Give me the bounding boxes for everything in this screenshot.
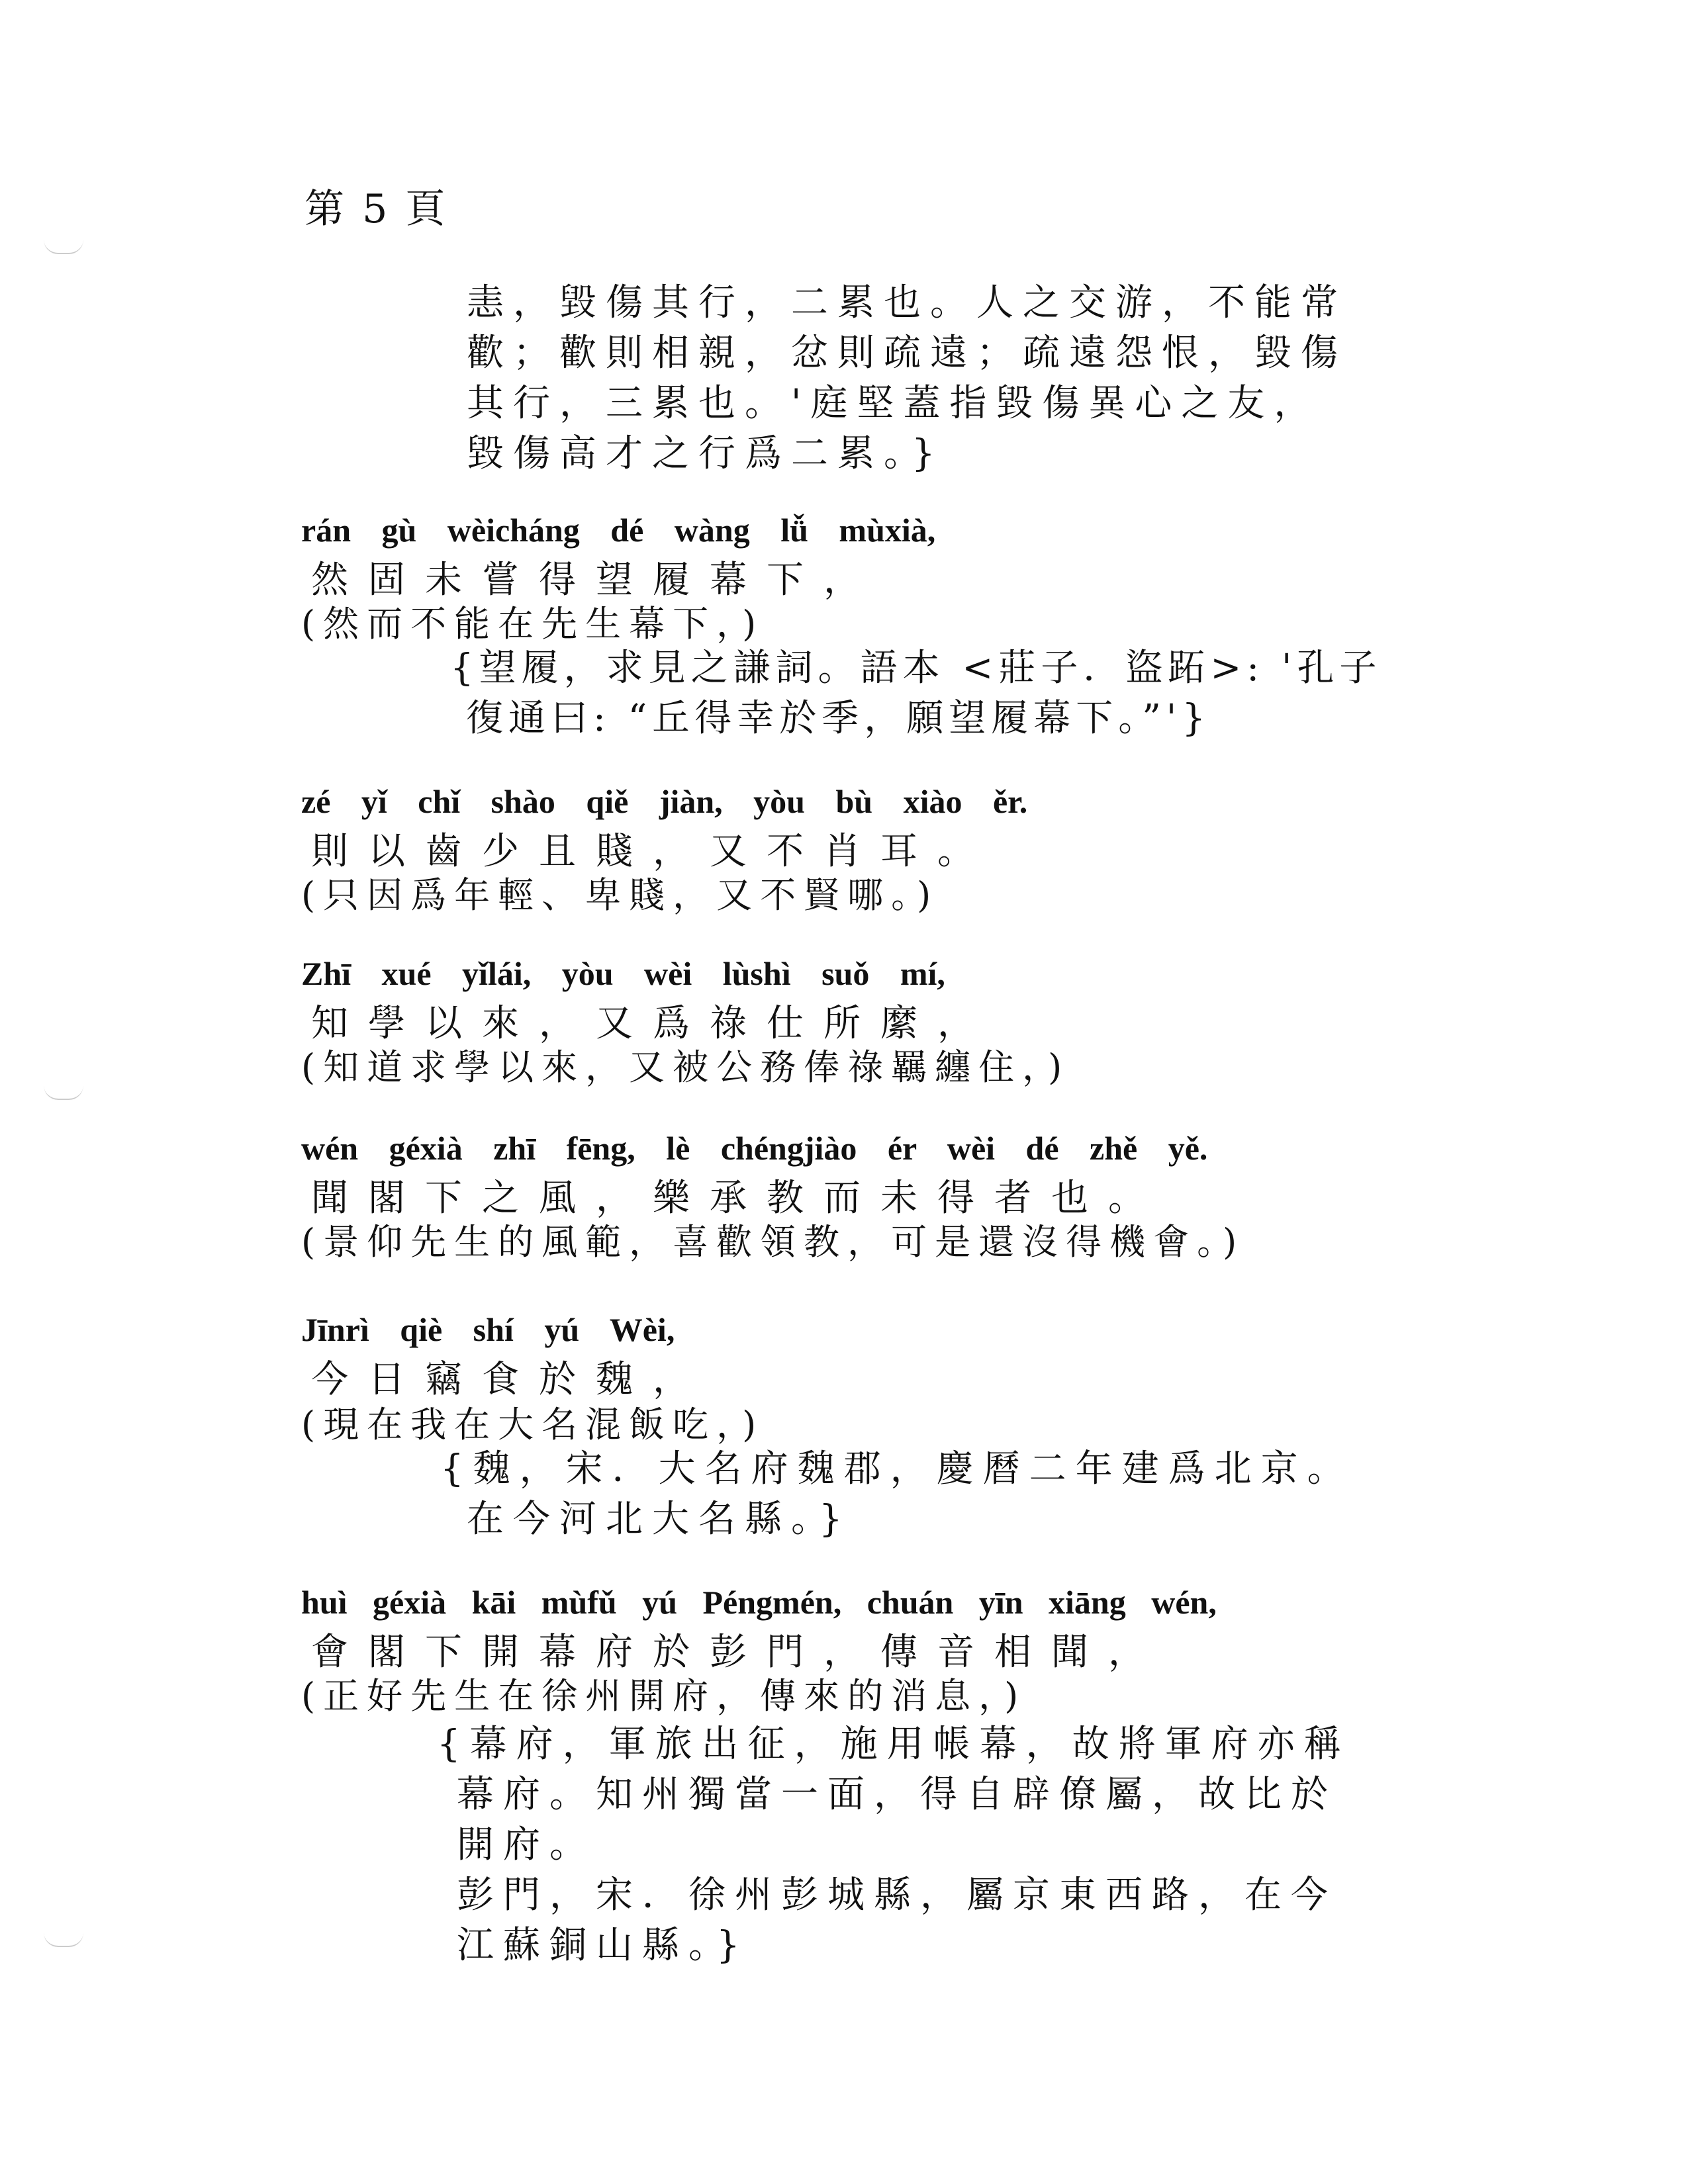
note-line: 江蘇銅山縣。} xyxy=(457,1924,749,1967)
hanzi-line: 會閣下開幕府於彭門，傳音相聞， xyxy=(311,1631,1165,1674)
note-line: {魏，宋．大名府魏郡，慶曆二年建爲北京。 xyxy=(440,1447,1354,1490)
pinyin-line: huì géxià kāi mùfǔ yú Péngmén, chuán yīn xiāng wén, xyxy=(301,1584,1217,1621)
note-line: {望履，求見之謙詞。語本 <莊子．盜跖>: '孔子 xyxy=(450,647,1382,690)
pinyin-line: Jīnrì qiè shí yú Wèi, xyxy=(301,1311,675,1348)
translation-line: (正好先生在徐州開府，傳來的消息，) xyxy=(301,1675,1027,1717)
note-line: {幕府，軍旅出征，施用帳幕，故將軍府亦稱 xyxy=(437,1723,1350,1766)
note-line: 歡；歡則相親，忿則疏遠；疏遠怨恨，毀傷 xyxy=(467,332,1347,375)
note-line: 開府。 xyxy=(457,1823,596,1866)
pinyin-line: Zhī xué yǐlái, yòu wèi lùshì suǒ mí, xyxy=(301,955,945,992)
hanzi-line: 然固未嘗得望履幕下， xyxy=(311,559,880,602)
pinyin-line: rán gù wèicháng dé wàng lǚ mùxià, xyxy=(301,512,936,549)
translation-line: (現在我在大名混飯吃，) xyxy=(301,1404,765,1445)
hanzi-line: 聞閣下之風，樂承教而未得者也。 xyxy=(311,1177,1165,1220)
note-block xyxy=(440,1444,1354,1545)
punch-hole-mark xyxy=(44,1085,83,1100)
translation-line: (然而不能在先生幕下，) xyxy=(301,603,765,645)
note-line: 其行，三累也。'庭堅蓋指毀傷異心之友， xyxy=(467,382,1321,425)
translation-line: (景仰先生的風範，喜歡領教，可是還沒得機會。) xyxy=(301,1221,1245,1263)
translation-line: (知道求學以來，又被公務俸祿羈纏住，) xyxy=(301,1046,1070,1088)
punch-hole-mark xyxy=(44,240,83,254)
note-line: 毀傷高才之行爲二累。} xyxy=(467,432,945,475)
hanzi-line: 知學以來，又爲祿仕所縻， xyxy=(311,1002,994,1045)
pinyin-line: zé yǐ chǐ shào qiě jiàn, yòu bù xiào ěr. xyxy=(301,783,1028,820)
translation-line: (只因爲年輕、卑賤，又不賢哪。) xyxy=(301,874,939,916)
note-line: 恚，毀傷其行，二累也。人之交游，不能常 xyxy=(467,281,1347,324)
pinyin-line: wén géxià zhī fēng, lè chéngjiào ér wèi dé zhě yě. xyxy=(301,1130,1208,1167)
note-line: 彭門，宋．徐州彭城縣，屬京東西路，在今 xyxy=(457,1874,1337,1917)
note-line: 在今河北大名縣。} xyxy=(467,1498,852,1541)
note-line: 復通曰: “丘得幸於季，願望履幕下。”'} xyxy=(466,697,1211,740)
hanzi-line: 則以齒少且賤，又不肖耳。 xyxy=(311,830,994,873)
page-number: 第 5 頁 xyxy=(305,186,448,232)
note-line: 幕府。知州獨當一面，得自辟僚屬，故比於 xyxy=(457,1773,1337,1816)
hanzi-line: 今日竊食於魏， xyxy=(311,1358,710,1401)
note-block xyxy=(450,643,1382,744)
note-block xyxy=(437,1719,1350,1971)
note-block-top xyxy=(467,278,1347,479)
punch-hole-mark xyxy=(44,1933,83,1947)
